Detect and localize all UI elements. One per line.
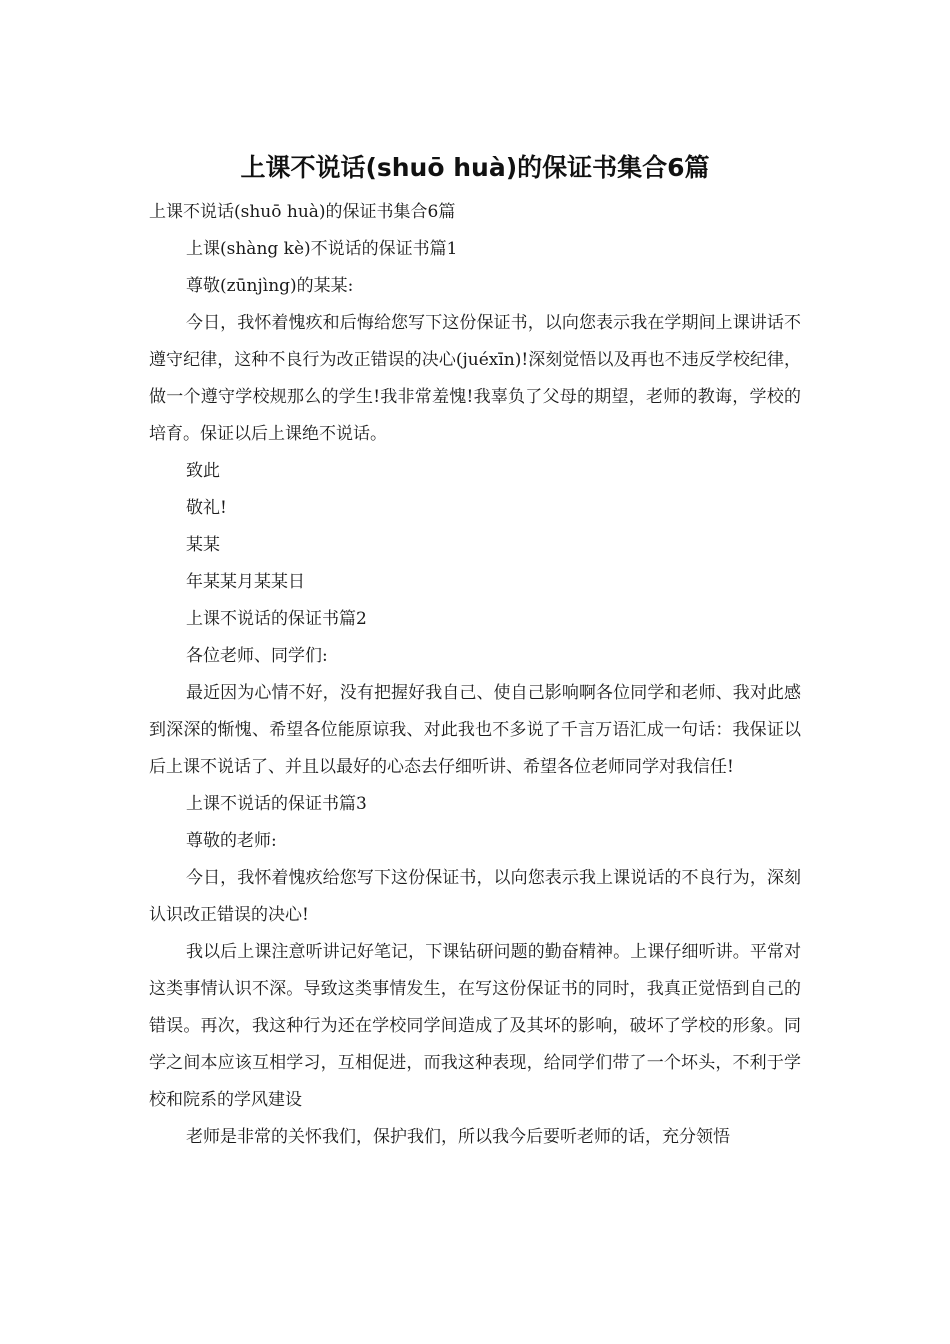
salutation: 尊敬(zūnjìng)的某某: bbox=[186, 276, 354, 296]
salutation: 尊敬的老师: bbox=[186, 831, 277, 851]
section-title-1: 上课(shàng kè)不说话的保证书篇1 bbox=[186, 239, 458, 259]
document-body bbox=[149, 194, 801, 1156]
document-title: 上课不说话(shuō huà)的保证书集合6篇 bbox=[240, 153, 710, 182]
paragraph: 今日，我怀着愧疚和后悔给您写下这份保证书，以向您表示我在学期间上课讲话不遵守纪律，这种不良行为改正错误的决心(juéxīn)!深刻觉悟以及再也不违反学校纪律，做一个遵守学校规那么的学生!我非常羞愧!我辜负了父母的期望，老师的教诲，学校的培育。保证以后上课绝不说话。 bbox=[149, 313, 801, 444]
section-title-2: 上课不说话的保证书篇2 bbox=[186, 609, 367, 629]
closing-regards: 敬礼! bbox=[186, 498, 227, 518]
signature-name: 某某 bbox=[186, 535, 220, 555]
salutation: 各位老师、同学们: bbox=[186, 646, 328, 666]
paragraph: 老师是非常的关怀我们，保护我们，所以我今后要听老师的话，充分领悟 bbox=[186, 1127, 730, 1147]
paragraph-heading-line: 上课不说话(shuō huà)的保证书集合6篇 bbox=[149, 202, 456, 222]
paragraph: 我以后上课注意听讲记好笔记，下课钻研问题的勤奋精神。上课仔细听讲。平常对这类事情认识不深。导致这类事情发生，在写这份保证书的同时，我真正觉悟到自己的错误。再次，我这种行为还在学校同学间造成了及其坏的影响，破坏了学校的形象。同学之间本应该互相学习，互相促进，而我这种表现，给同学们带了一个坏头，不利于学校和院系的学风建设 bbox=[149, 942, 801, 1110]
section-title-3: 上课不说话的保证书篇3 bbox=[186, 794, 367, 814]
signature-date: 年某某月某某日 bbox=[186, 572, 305, 592]
paragraph: 最近因为心情不好，没有把握好我自己、使自己影响啊各位同学和老师、我对此感到深深的惭愧、希望各位能原谅我、对此我也不多说了千言万语汇成一句话：我保证以后上课不说话了、并且以最好的心态去仔细听讲、希望各位老师同学对我信任! bbox=[149, 683, 801, 777]
paragraph: 今日，我怀着愧疚给您写下这份保证书，以向您表示我上课说话的不良行为，深刻认识改正错误的决心! bbox=[149, 868, 801, 925]
closing-line: 致此 bbox=[186, 461, 220, 481]
